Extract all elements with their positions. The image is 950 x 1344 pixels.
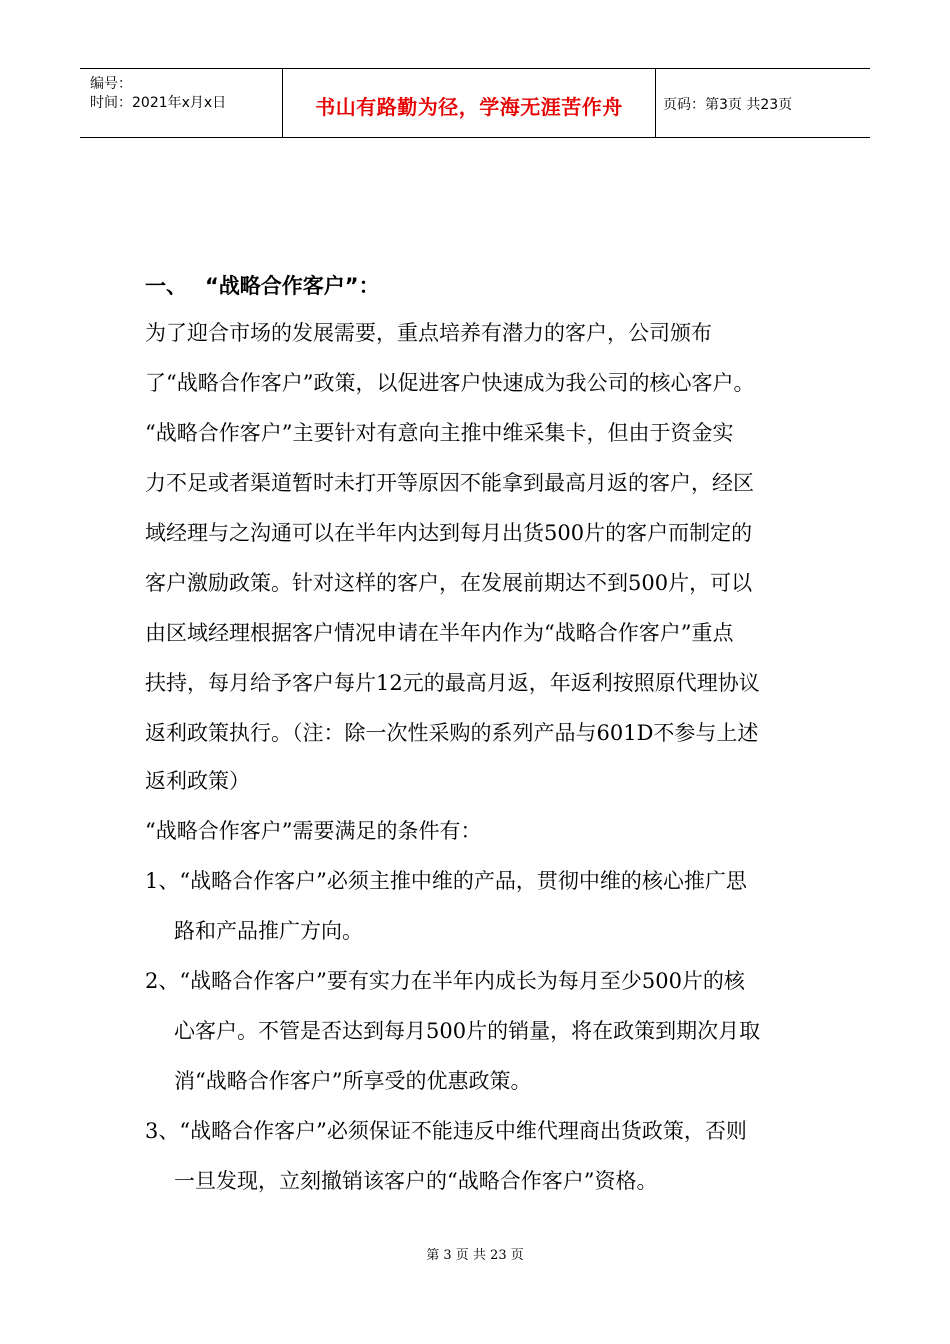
number-label: 编号： <box>90 76 132 92</box>
condition-item <box>145 1116 747 1146</box>
condition-number: 3、 <box>145 1119 180 1143</box>
condition-text: 心客户。不管是否达到每月500片的销量，将在政策到期次月取 <box>174 1019 761 1043</box>
time-label: 时间：2021年x月x日 <box>90 95 227 111</box>
paragraph-line: 力不足或者渠道暂时未打开等原因不能拿到最高月返的客户，经区 <box>145 471 754 495</box>
paragraph-line: 域经理与之沟通可以在半年内达到每月出货500片的客户而制定的 <box>145 521 753 545</box>
paragraph-line: 扶持，每月给予客户每片12元的最高月返，年返利按照原代理协议 <box>145 671 760 695</box>
paragraph-line: 了“战略合作客户”政策，以促进客户快速成为我公司的核心客户。 <box>145 371 755 395</box>
condition-item <box>145 866 747 896</box>
condition-item <box>145 966 745 996</box>
paragraph-line: 客户激励政策。针对这样的客户，在发展前期达不到500片，可以 <box>145 571 753 595</box>
condition-number: 2、 <box>145 969 180 993</box>
header-page-cell <box>655 69 870 137</box>
page-footer: 第 3 页 共 23 页 <box>426 1248 524 1263</box>
document-header <box>80 68 870 138</box>
condition-text: 一旦发现，立刻撤销该客户的“战略合作客户”资格。 <box>174 1169 658 1193</box>
condition-text: “战略合作客户”必须主推中维的产品，贯彻中维的核心推广思 <box>179 869 747 893</box>
condition-text: “战略合作客户”要有实力在半年内成长为每月至少500片的核 <box>179 969 745 993</box>
paragraph-line: 由区域经理根据客户情况申请在半年内作为“战略合作客户”重点 <box>145 621 734 645</box>
paragraph-line: “战略合作客户”主要针对有意向主推中维采集卡，但由于资金实 <box>145 421 734 445</box>
paragraph-line: 返利政策） <box>145 769 250 793</box>
section-number: 一、 <box>145 274 187 298</box>
motto: 书山有路勤为径，学海无涯苦作舟 <box>315 95 623 119</box>
paragraph-line: 为了迎合市场的发展需要，重点培养有潜力的客户，公司颁布 <box>145 321 712 345</box>
header-motto-cell <box>282 69 656 137</box>
condition-text: “战略合作客户”必须保证不能违反中维代理商出货政策，否则 <box>179 1119 747 1143</box>
header-meta-cell <box>80 69 282 137</box>
page-info: 页码：第3页 共23页 <box>663 97 793 113</box>
condition-text: 路和产品推广方向。 <box>174 919 363 943</box>
condition-text: 消“战略合作客户”所享受的优惠政策。 <box>174 1069 532 1093</box>
conditions-intro: “战略合作客户”需要满足的条件有： <box>145 819 482 843</box>
condition-number: 1、 <box>145 869 180 893</box>
section-title: “战略合作客户”： <box>205 274 380 298</box>
section-heading <box>145 270 380 300</box>
paragraph-line: 返利政策执行。（注：除一次性采购的系列产品与601D不参与上述 <box>145 721 759 745</box>
